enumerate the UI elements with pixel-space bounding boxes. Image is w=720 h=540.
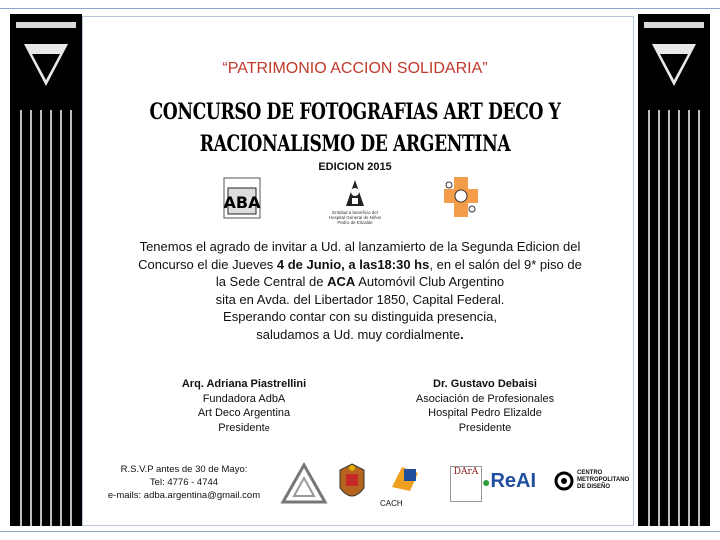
invitation-line: sita en Avda. del Libertador 1850, Capital Federal. bbox=[215, 291, 505, 307]
reai-logo: ●ReAI bbox=[482, 470, 537, 492]
title-line-2: RACIONALISMO DE ARGENTINA bbox=[199, 131, 511, 157]
signer-title: Presidente bbox=[458, 421, 512, 434]
invitation-text bbox=[100, 238, 620, 343]
children-cross-logo bbox=[440, 175, 480, 219]
rsvp-deadline: R.S.V.P antes de 30 de Mayo: bbox=[120, 464, 248, 475]
decor-stripes bbox=[20, 110, 72, 526]
triangle-sponsor-logo bbox=[280, 462, 328, 506]
signer-organization: Art Deco Argentina bbox=[197, 407, 291, 419]
darq-logo: DArA bbox=[450, 466, 482, 502]
left-art-deco-panel bbox=[10, 14, 82, 526]
rsvp-info bbox=[84, 463, 284, 502]
invitation-line: Tenemos el agrado de invitar a Ud. al lanzamierto de la Segunda Edicion del bbox=[139, 239, 581, 254]
signer-name: Dr. Gustavo Debaisi bbox=[433, 378, 537, 390]
rsvp-phone: Tel: 4776 - 4744 bbox=[149, 477, 219, 488]
coat-of-arms-logo bbox=[334, 460, 370, 508]
signature-block bbox=[390, 377, 580, 435]
svg-text:ABA: ABA bbox=[223, 193, 261, 212]
signer-role: Asociación de Profesionales bbox=[415, 392, 555, 405]
hospital-logo: Entidad a beneficio del Hospital General de Niños Pedro de Elizalde bbox=[326, 178, 384, 225]
right-art-deco-panel bbox=[638, 14, 710, 526]
invitation-line: Esperando contar con su distinguida presencia, bbox=[223, 309, 497, 324]
invitation-line: saludamos a Ud. muy cordialmente. bbox=[256, 326, 464, 342]
signer-name: Arq. Adriana Piastrellini bbox=[181, 378, 307, 390]
bottom-border-line bbox=[0, 531, 720, 532]
rsvp-email: e-mails: adba.argentina@gmail.com bbox=[107, 490, 261, 501]
cmd-ring-icon bbox=[554, 471, 574, 491]
title-line-1: CONCURSO DE FOTOGRAFIAS ART DECO Y bbox=[149, 99, 561, 125]
cmd-logo: CENTRO METROPOLITANO DE DISEÑO bbox=[554, 470, 629, 491]
cach-logo: CACH bbox=[380, 465, 424, 493]
adba-logo bbox=[222, 176, 262, 220]
decor-bar bbox=[644, 22, 704, 28]
invitation-line: la Sede Central de ACA Automóvil Club Argentino bbox=[215, 274, 505, 289]
signature-block bbox=[149, 377, 339, 435]
decor-bar bbox=[16, 22, 76, 28]
decor-stripes bbox=[648, 110, 700, 526]
signer-title: Presidente bbox=[218, 421, 270, 434]
signer-organization: Hospital Pedro Elizalde bbox=[428, 407, 542, 419]
page-title bbox=[148, 96, 561, 160]
tagline: “PATRIMONIO ACCION SOLIDARIA” bbox=[222, 60, 488, 77]
invitation-line: Concurso el die Jueves 4 de Junio, a las18:30 hs, en el salón del 9* piso de bbox=[138, 256, 582, 272]
edition-label: EDICION 2015 bbox=[318, 161, 392, 173]
signer-role: Fundadora AdbA bbox=[202, 392, 286, 405]
top-border-line bbox=[0, 8, 720, 9]
